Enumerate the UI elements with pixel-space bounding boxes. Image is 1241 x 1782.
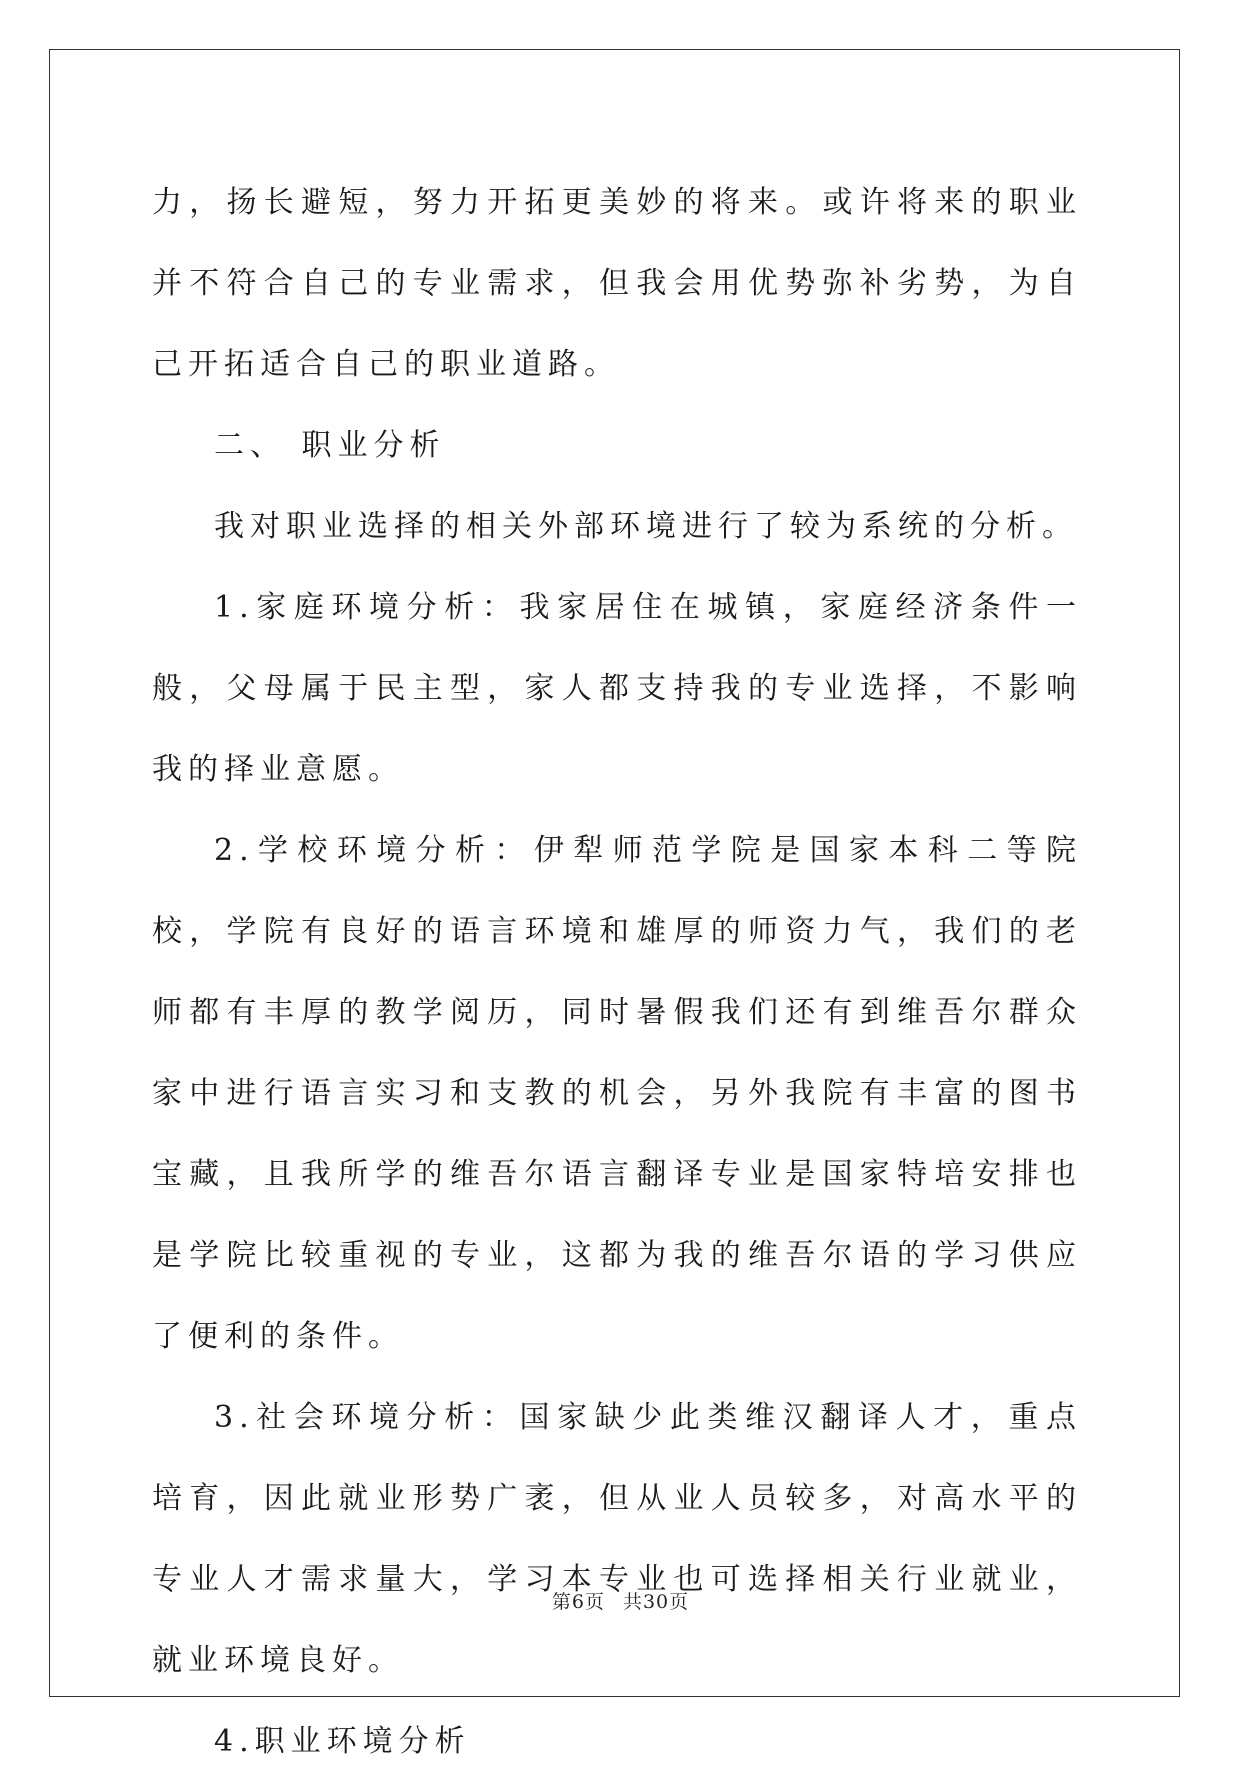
page-footer — [0, 1587, 1241, 1614]
paragraph-family-environment: 1.家庭环境分析：我家居住在城镇，家庭经济条件一般，父母属于民主型，家人都支持我的专业选择，不影响我的择业意愿。 — [152, 590, 1082, 787]
paragraph-school-environment: 2.学校环境分析：伊犁师范学院是国家本科二等院校，学院有良好的语言环境和雄厚的师资力气，我们的老师都有丰厚的教学阅历，同时暑假我们还有到维吾尔群众家中进行语言实习和支教的机会，另外我院有丰富的图书宝藏，且我所学的维吾尔语言翻译专业是国家特培安排也是学院比较重视的专业，这都为我的维吾尔语的学习供应了便利的条件。 — [152, 833, 1082, 1354]
section-heading: 二、 职业分析 — [214, 428, 446, 463]
paragraph-continuation: 力，扬长避短，努力开拓更美妙的将来。或许将来的职业并不符合自己的专业需求，但我会用优势弥补劣势，为自己开拓适合自己的职业道路。 — [152, 185, 1082, 382]
document-body — [152, 162, 1082, 1782]
page-number: 第6页 — [551, 1591, 605, 1613]
paragraph-career-environment-heading: 4.职业环境分析 — [214, 1724, 471, 1759]
paragraph-intro: 我对职业选择的相关外部环境进行了较为系统的分析。 — [214, 509, 1078, 544]
total-pages: 共30页 — [622, 1591, 690, 1613]
paragraph-social-environment: 3.社会环境分析：国家缺少此类维汉翻译人才，重点培育，因此就业形势广袤，但从业人员较多，对高水平的专业人才需求量大，学习本专业也可选择相关行业就业，就业环境良好。 — [152, 1400, 1082, 1678]
